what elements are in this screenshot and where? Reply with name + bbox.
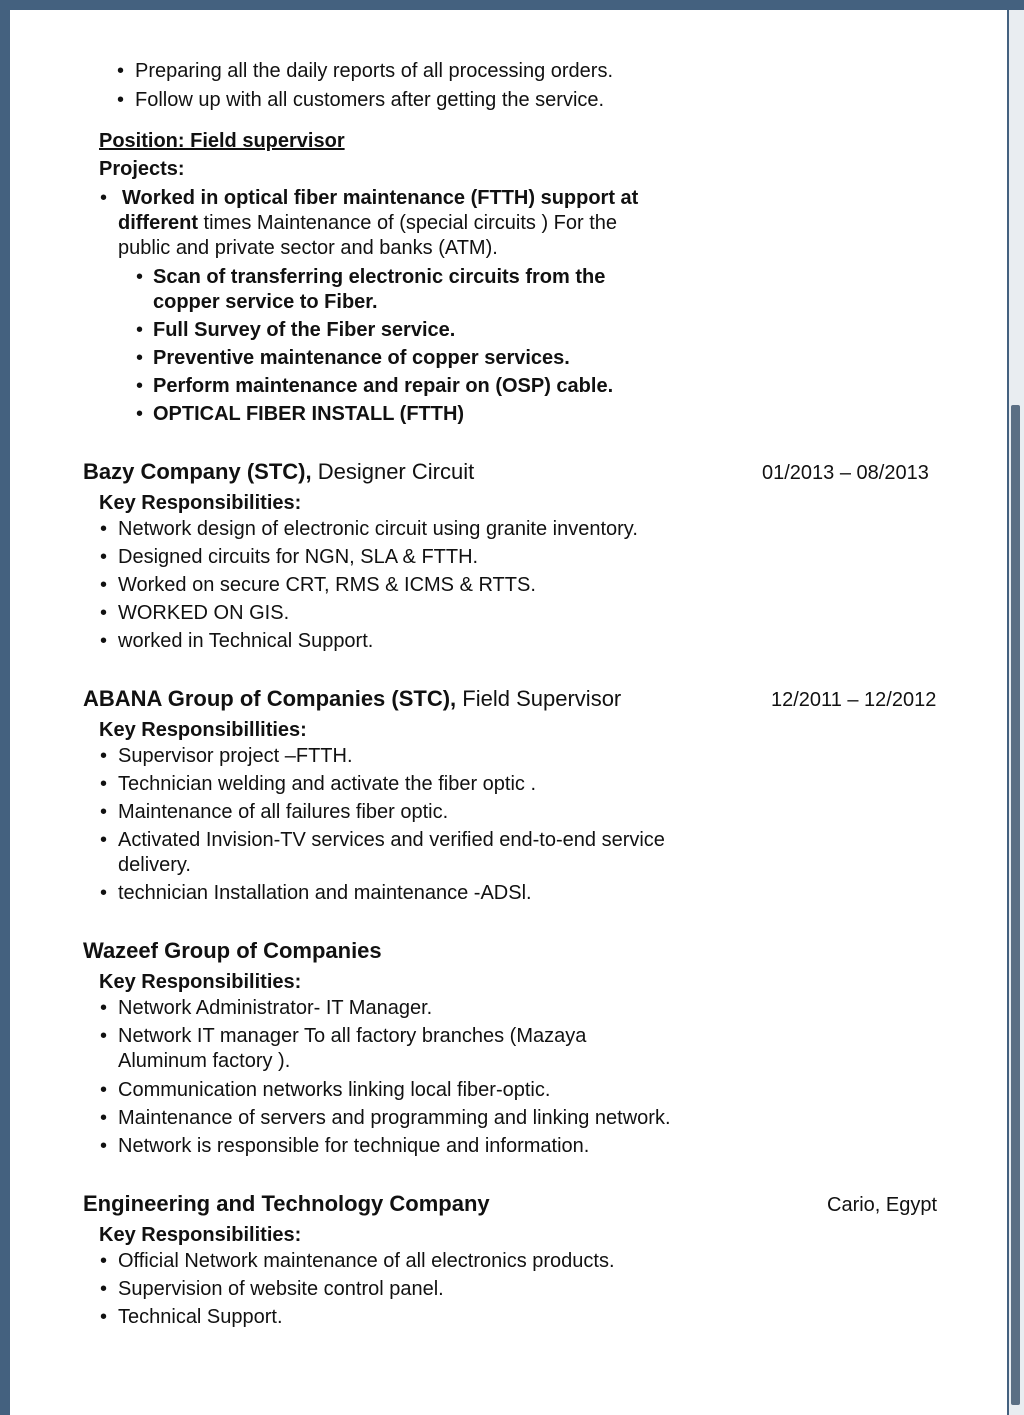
bullet-dot: • (100, 187, 108, 209)
company-heading: ABANA Group of Companies (STC), Field Supervisor (83, 686, 622, 711)
list-item: Full Survey of the Fiber service. (153, 319, 456, 341)
company-heading: Engineering and Technology Company (83, 1191, 490, 1216)
bullet-dot: • (117, 60, 125, 82)
project-text: different times Maintenance of (special circuits ) For the (118, 212, 618, 234)
bullet-dot: • (100, 1079, 108, 1101)
bullet-dot: • (100, 1250, 108, 1272)
list-item: Perform maintenance and repair on (OSP) cable. (153, 375, 614, 397)
bullet-dot: • (100, 829, 108, 851)
projects-label: Projects: (99, 158, 185, 180)
bullet-dot: • (136, 347, 144, 369)
responsibilities-label: Key Responsibilities: (99, 492, 302, 514)
bullet-dot: • (100, 997, 108, 1019)
bullet-dot: • (136, 319, 144, 341)
list-item: Maintenance of servers and programming and linking network. (118, 1107, 671, 1129)
list-item: Official Network maintenance of all electronics products. (118, 1250, 615, 1272)
list-item: Technical Support. (118, 1306, 283, 1328)
project-text: Worked in optical fiber maintenance (FTTH) support at (122, 187, 639, 209)
scrollbar-thumb[interactable] (1011, 405, 1020, 1405)
date-range: 01/2013 – 08/2013 (762, 462, 929, 484)
list-item: copper service to Fiber. (153, 291, 378, 313)
position-heading: Position: Field supervisor (99, 130, 345, 152)
bullet-dot: • (100, 546, 108, 568)
list-item: OPTICAL FIBER INSTALL (FTTH) (153, 403, 465, 425)
list-item: Network is responsible for technique and information. (118, 1135, 590, 1157)
bullet-dot: • (100, 1135, 108, 1157)
list-item: Designed circuits for NGN, SLA & FTTH. (118, 546, 479, 568)
bullet-dot: • (100, 630, 108, 652)
list-item: Worked on secure CRT, RMS & ICMS & RTTS. (118, 574, 536, 596)
responsibilities-label: Key Responsibillities: (99, 719, 307, 741)
list-item: Activated Invision-TV services and verified end-to-end service (118, 829, 665, 851)
list-item: Network IT manager To all factory branches (Mazaya (118, 1025, 587, 1047)
list-item: delivery. (118, 854, 191, 876)
bullet-dot: • (100, 801, 108, 823)
list-item: Supervision of website control panel. (118, 1278, 444, 1300)
bullet-dot: • (100, 882, 108, 904)
list-item: worked in Technical Support. (118, 630, 374, 652)
bullet-dot: • (100, 518, 108, 540)
bullet-dot: • (136, 266, 144, 288)
list-item: Preventive maintenance of copper services. (153, 347, 570, 369)
list-item: Technician welding and activate the fiber optic . (118, 773, 537, 795)
bullet-dot: • (100, 773, 108, 795)
company-heading: Bazy Company (STC), Designer Circuit (83, 459, 475, 484)
list-item: Aluminum factory ). (118, 1050, 291, 1072)
bullet-dot: • (100, 745, 108, 767)
responsibilities-label: Key Responsibilities: (99, 971, 302, 993)
list-item: Network design of electronic circuit using granite inventory. (118, 518, 638, 540)
responsibilities-label: Key Responsibilities: (99, 1224, 302, 1246)
bullet-dot: • (100, 602, 108, 624)
bullet-dot: • (100, 1278, 108, 1300)
list-item: Preparing all the daily reports of all processing orders. (135, 60, 614, 82)
bullet-dot: • (117, 89, 125, 111)
list-item: technician Installation and maintenance -ADSl. (118, 882, 532, 904)
bullet-dot: • (100, 1306, 108, 1328)
list-item: Maintenance of all failures fiber optic. (118, 801, 449, 823)
list-item: Follow up with all customers after getting the service. (135, 89, 605, 111)
list-item: Scan of transferring electronic circuits from the (153, 266, 606, 288)
location: Cario, Egypt (827, 1194, 938, 1216)
company-heading: Wazeef Group of Companies (83, 938, 382, 963)
bullet-dot: • (100, 1025, 108, 1047)
project-text: public and private sector and banks (ATM). (118, 237, 498, 259)
bullet-dot: • (136, 403, 144, 425)
list-item: Supervisor project –FTTH. (118, 745, 353, 767)
list-item: WORKED ON GIS. (118, 602, 290, 624)
bullet-dot: • (136, 375, 144, 397)
list-item: Network Administrator- IT Manager. (118, 997, 433, 1019)
bullet-dot: • (100, 574, 108, 596)
list-item: Communication networks linking local fiber-optic. (118, 1079, 551, 1101)
bullet-dot: • (100, 1107, 108, 1129)
date-range: 12/2011 – 12/2012 (771, 689, 937, 711)
